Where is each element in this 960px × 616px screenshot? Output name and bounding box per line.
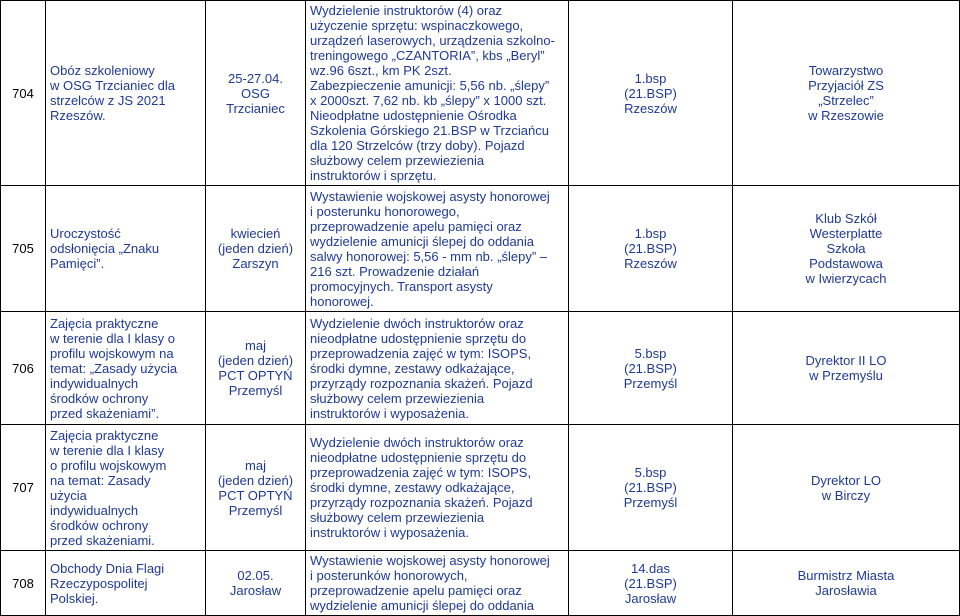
unit-line: Przemyśl xyxy=(623,375,678,391)
partner-cell xyxy=(733,551,960,616)
event-line: strzelców z JS 2021 xyxy=(50,93,166,108)
date-place-line: 02.05. xyxy=(237,568,274,583)
activity-line: przyrządy rozpoznania skażeń. Pojazd xyxy=(310,375,533,391)
activity-line: 216 szt. Prowadzenie działań xyxy=(310,263,480,279)
unit-line: Przemyśl xyxy=(623,495,678,510)
partner-line: Jarosławia xyxy=(815,583,877,598)
date-place-line: kwiecień xyxy=(230,226,281,241)
activity-cell xyxy=(306,312,569,425)
unit-line: Rzeszów xyxy=(624,100,677,116)
event-line: Pamięci”. xyxy=(50,256,105,271)
activity-line: przeprowadzenia zajęć w tym: ISOPS, xyxy=(310,465,532,480)
date-place-line: OSG Trzcianiec xyxy=(226,85,285,116)
partner-line: Westerplatte xyxy=(809,226,883,241)
table-row xyxy=(1,551,960,616)
event-line: indywidualnych xyxy=(50,375,139,391)
table-row xyxy=(1,425,960,551)
activity-line: nieodpłatne udostępnienie sprzętu do xyxy=(310,330,527,346)
date-place-line: PCT OPTYŃ xyxy=(218,487,293,503)
event-line: środków ochrony xyxy=(50,517,149,533)
partner-line: w Przemyślu xyxy=(809,368,883,383)
partner-line: Przyjaciół ZS xyxy=(808,78,884,93)
event-line: odsłonięcia „Znaku xyxy=(50,241,160,256)
unit-line: (21.BSP) xyxy=(624,85,677,101)
row-number-cell: 704 xyxy=(1,1,46,186)
event-cell xyxy=(46,1,206,186)
unit-line: (21.BSP) xyxy=(624,575,677,591)
date-place-line: maj xyxy=(245,457,266,473)
date-place-cell xyxy=(206,551,306,616)
activity-line: wydzielenie amunicji ślepej do oddania xyxy=(310,598,535,613)
activity-line: nieodpłatne udostępnienie sprzętu do xyxy=(310,450,527,465)
activity-line: salwy honorowej: 5,56 - mm nb. „ślepy” – xyxy=(310,248,547,264)
event-line: Obóz szkoleniowy xyxy=(50,63,155,78)
event-cell xyxy=(46,312,206,425)
event-line: w terenie dla I klasy xyxy=(50,442,165,458)
activity-line: służbowy celem przewiezienia xyxy=(310,390,485,406)
unit-cell xyxy=(569,186,733,312)
event-line: Polskiej. xyxy=(50,590,99,606)
partner-cell xyxy=(733,1,960,186)
partner-line: „Strzelec” xyxy=(818,93,874,108)
event-cell xyxy=(46,425,206,551)
event-cell xyxy=(46,551,206,616)
event-line: Uroczystość xyxy=(50,226,121,241)
date-place-line: Zarszyn xyxy=(232,256,279,271)
date-place-line: (jeden dzień) xyxy=(217,472,294,488)
date-place-line: Przemyśl xyxy=(228,502,283,518)
event-line: indywidualnych xyxy=(50,502,139,518)
activity-line: dla 120 Strzelców (trzy doby). Pojazd xyxy=(310,138,525,153)
activity-line: i posterunków honorowych, xyxy=(310,568,468,583)
partner-cell xyxy=(733,312,960,425)
row-number-cell: 708 xyxy=(1,551,46,616)
unit-cell xyxy=(569,312,733,425)
activity-cell xyxy=(306,186,569,312)
row-number-cell: 705 xyxy=(1,186,46,312)
date-place-line: PCT OPTYŃ xyxy=(218,368,293,383)
date-place-line: (jeden dzień) xyxy=(217,353,294,368)
activity-line: promocyjnych. Transport asysty xyxy=(310,278,493,294)
unit-cell xyxy=(569,551,733,616)
activity-line: Zabezpieczenie amunicji: 5,56 nb. „ślepy” xyxy=(310,78,550,93)
activity-line: Wydzielenie dwóch instruktorów oraz xyxy=(310,315,524,331)
partner-line: w Rzeszowie xyxy=(808,108,884,123)
unit-line: Jarosław xyxy=(624,590,677,606)
unit-line: (21.BSP) xyxy=(624,360,677,376)
event-line: przed skażeniami”. xyxy=(50,405,160,421)
partner-cell xyxy=(733,186,960,312)
event-line: w OSG Trzcianiec dla xyxy=(50,78,175,93)
activity-line: treningowego „CZANTORIA”, kbs „Beryl” xyxy=(310,48,545,63)
activity-line: i posterunku honorowego, xyxy=(310,203,460,219)
unit-line: 5.bsp xyxy=(634,465,667,480)
date-place-line: (jeden dzień) xyxy=(217,241,294,256)
activity-line: Nieodpłatne udostępnienie Ośrodka xyxy=(310,108,517,123)
activity-line: środki dymne, zestawy odkażające, xyxy=(310,360,515,376)
activity-line: Wydzielenie dwóch instruktorów oraz xyxy=(310,435,524,450)
activity-line: środki dymne, zestawy odkażające, xyxy=(310,480,515,495)
partner-line: Klub Szkół xyxy=(815,211,877,226)
partner-line: Podstawowa xyxy=(809,256,883,271)
activity-line: Szkolenia Górskiego 21.BSP w Trzciańcu xyxy=(310,123,549,138)
event-line: na temat: Zasady xyxy=(50,472,151,488)
unit-line: 1.bsp xyxy=(634,70,667,86)
unit-cell xyxy=(569,425,733,551)
date-place-line: 25-27.04. xyxy=(228,70,283,86)
event-line: Rzeszów. xyxy=(50,108,106,123)
date-place-cell xyxy=(206,425,306,551)
activity-line: urządzeń laserowych, urządzenia szkolno- xyxy=(310,33,555,48)
event-line: o profilu wojskowym xyxy=(50,457,167,473)
unit-line: 5.bsp xyxy=(634,345,667,361)
partner-cell xyxy=(733,425,960,551)
event-line: profilu wojskowym na xyxy=(50,345,174,361)
activity-line: wz.96 6szt., km PK 2szt. xyxy=(310,63,452,78)
date-place-cell xyxy=(206,1,306,186)
activity-line: użyczenie sprzętu: wspinaczkowego, xyxy=(310,18,524,33)
partner-line: Dyrektor LO xyxy=(810,472,882,488)
activity-cell xyxy=(306,1,569,186)
activity-line: x 2000szt. 7,62 nb. kb „ślepy” x 1000 szt. xyxy=(310,93,547,108)
activity-line: honorowej. xyxy=(310,293,374,309)
activity-line: instruktorów i sprzętu. xyxy=(310,168,437,183)
event-line: użycia xyxy=(50,487,87,503)
partner-line: Burmistrz Miasta xyxy=(797,568,895,583)
event-line: Rzeczypospolitej xyxy=(50,575,148,591)
event-cell xyxy=(46,186,206,312)
partner-line: Szkoła xyxy=(826,241,866,256)
event-line: środków ochrony xyxy=(50,390,149,406)
unit-line: 1.bsp xyxy=(634,226,667,241)
activity-line: instruktorów i wyposażenia. xyxy=(310,525,469,540)
row-number-cell: 706 xyxy=(1,312,46,425)
event-line: Obchody Dnia Flagi xyxy=(50,560,165,576)
date-place-line: Przemyśl xyxy=(228,383,283,398)
event-line: Zajęcia praktyczne xyxy=(50,315,159,331)
unit-cell xyxy=(569,1,733,186)
activity-line: przeprowadzenie apelu pamięci oraz xyxy=(310,218,522,234)
partner-line: Dyrektor II LO xyxy=(805,353,887,368)
activity-line: przyrządy rozpoznania skażeń. Pojazd xyxy=(310,495,533,510)
date-place-line: maj xyxy=(245,338,266,353)
unit-line: Rzeszów xyxy=(624,256,677,271)
row-number-cell: 707 xyxy=(1,425,46,551)
unit-line: (21.BSP) xyxy=(624,480,677,495)
date-place-cell xyxy=(206,312,306,425)
table-row xyxy=(1,1,960,186)
activity-line: służbowy celem przewiezienia xyxy=(310,153,485,168)
unit-line: (21.BSP) xyxy=(624,241,677,256)
activity-line: służbowy celem przewiezienia xyxy=(310,510,485,525)
activity-line: Wystawienie wojskowej asysty honorowej xyxy=(310,188,550,204)
partner-line: w Birczy xyxy=(821,487,871,503)
activity-line: przeprowadzenie apelu pamięci oraz xyxy=(310,583,522,598)
event-line: w terenie dla I klasy o xyxy=(50,330,176,346)
activity-cell xyxy=(306,551,569,616)
date-place-cell xyxy=(206,186,306,312)
activity-line: Wystawienie wojskowej asysty honorowej xyxy=(310,553,550,568)
activity-cell xyxy=(306,425,569,551)
event-line: Zajęcia praktyczne xyxy=(50,427,159,443)
date-place-line: Jarosław xyxy=(229,583,282,598)
unit-line: 14.das xyxy=(630,560,671,576)
partner-line: Towarzystwo xyxy=(808,63,884,78)
partner-line: w Iwierzycach xyxy=(805,271,887,286)
event-line: przed skażeniami. xyxy=(50,532,155,548)
activity-line: wydzielenie amunicji ślepej do oddania xyxy=(310,233,535,249)
activity-line: przeprowadzenia zajęć w tym: ISOPS, xyxy=(310,345,532,361)
table-row xyxy=(1,312,960,425)
activity-line: Wydzielenie instruktorów (4) oraz xyxy=(310,3,503,18)
event-line: temat: „Zasady użycia xyxy=(50,360,178,376)
activity-line: instruktorów i wyposażenia. xyxy=(310,405,469,421)
table-row xyxy=(1,186,960,312)
